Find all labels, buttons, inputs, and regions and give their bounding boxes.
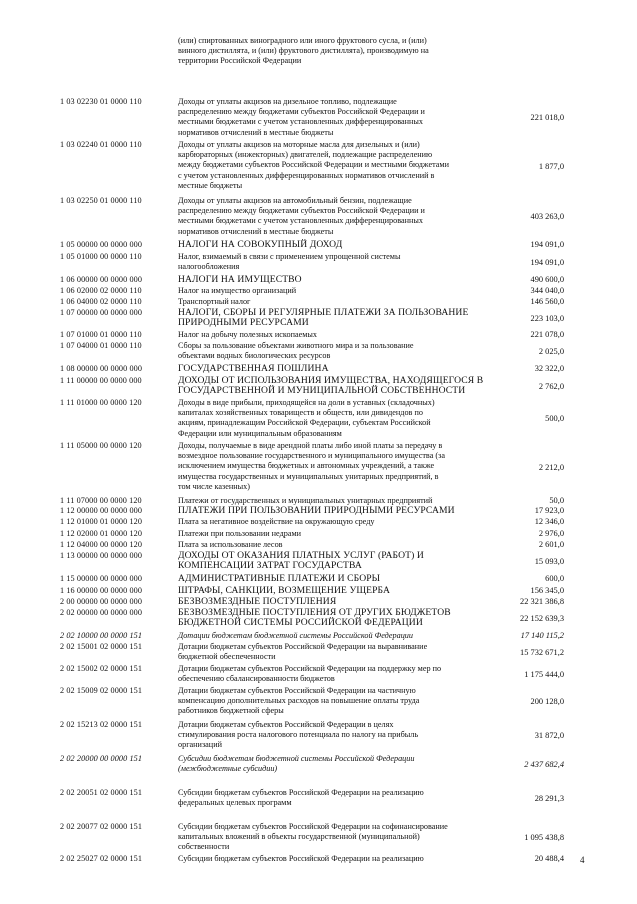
income-name-line: Дотации бюджетам субъектов Российской Федерации на поддержку мер по: [178, 664, 442, 673]
amount-value: 146 560,0: [530, 297, 564, 307]
income-name-line: возмездное пользование государственного и муниципального имущества (за: [178, 451, 445, 461]
income-name-line: акциям, принадлежащим Российской Федерации, субъектам Российской: [178, 418, 431, 428]
budget-code: 1 11 00000 00 0000 000: [60, 376, 142, 385]
income-name: [178, 375, 484, 397]
income-name: [178, 540, 478, 550]
income-name-line: Платежи от государственных и муниципальных унитарных предприятий: [178, 496, 433, 505]
budget-code: 2 02 15213 02 0000 151: [60, 720, 143, 729]
amount-value: 2 437 682,4: [524, 760, 564, 770]
amount-value: 20 488,4: [534, 854, 564, 864]
income-name: [178, 36, 478, 67]
income-name: [178, 398, 478, 439]
budget-code: 1 16 00000 00 0000 000: [60, 586, 143, 595]
income-name-line: винного дистиллята, и (или) фруктового дистиллята), производимую на: [178, 46, 429, 56]
amount-value: 22 152 639,3: [520, 614, 564, 624]
income-name: [178, 754, 478, 774]
amount-value: 221 078,0: [530, 330, 564, 340]
amount-value: 17 140 115,2: [520, 631, 564, 641]
income-name: [178, 529, 478, 539]
budget-code: 2 02 00000 00 0000 000: [60, 608, 143, 617]
amount-value: 403 263,0: [530, 212, 564, 222]
amount-value: 50,0: [549, 496, 564, 506]
income-name: [178, 252, 478, 272]
income-name: [178, 608, 478, 629]
income-name-line: БЕЗВОЗМЕЗДНЫЕ ПОСТУПЛЕНИЯ ОТ ДРУГИХ БЮДЖЕТОВ: [178, 607, 451, 618]
budget-code: 2 02 15002 02 0000 151: [60, 664, 143, 673]
income-name-line: нормативов отчислений в местные бюджеты: [178, 226, 334, 236]
amount-value: 344 040,0: [530, 286, 564, 296]
income-name: [178, 308, 478, 329]
budget-code: 1 12 02000 01 0000 120: [60, 529, 143, 538]
income-name-line: ПРИРОДНЫМИ РЕСУРСАМИ: [178, 317, 309, 329]
income-name-line: организаций: [178, 740, 222, 750]
income-name-line: Доходы, получаемые в виде арендной платы либо иной платы за передачу в: [178, 441, 443, 450]
amount-value: 28 291,3: [534, 794, 564, 804]
amount-value: 1 877,0: [538, 161, 564, 171]
amount-value: 1 095 438,8: [524, 833, 564, 843]
income-name-line: распределению между бюджетами субъектов Российской Федерации и: [178, 107, 425, 117]
income-name-line: том числе казенных): [178, 481, 250, 491]
income-name-line: ДОХОДЫ ОТ ОКАЗАНИЯ ПЛАТНЫХ УСЛУГ (РАБОТ) И: [178, 550, 424, 561]
budget-code: 1 11 07000 00 0000 120: [60, 496, 142, 505]
income-name-line: нормативов отчислений в местные бюджеты: [178, 127, 334, 137]
budget-code: 2 02 10000 00 0000 151: [60, 631, 143, 640]
income-name-line: Налог на имущество организаций: [178, 286, 297, 295]
income-name-line: ГОСУДАРСТВЕННОЙ И МУНИЦИПАЛЬНОЙ СОБСТВЕННОСТИ: [178, 385, 466, 397]
income-name-line: Федерации или муниципальным образованиям: [178, 428, 342, 438]
income-name-line: БЮДЖЕТНОЙ СИСТЕМЫ РОССИЙСКОЙ ФЕДЕРАЦИИ: [178, 617, 423, 629]
income-name: [178, 631, 478, 641]
income-name-line: Дотации бюджетам субъектов Российской Федерации на частичную: [178, 686, 416, 695]
income-name: [178, 97, 478, 138]
income-name-line: территории Российской Федерации: [178, 56, 302, 66]
amount-value: 15 732 671,2: [520, 648, 564, 658]
budget-code: 1 07 01000 01 0000 110: [60, 330, 142, 339]
income-name-line: (или) спиртованных виноградного или иного фруктового сусла, и (или): [178, 36, 427, 45]
income-name: [178, 574, 478, 584]
income-name-line: НАЛОГИ НА СОВОКУПНЫЙ ДОХОД: [178, 239, 343, 250]
budget-code: 1 11 01000 00 0000 120: [60, 398, 142, 407]
budget-code: 1 06 04000 02 0000 110: [60, 297, 142, 306]
income-name: [178, 517, 478, 527]
income-name-line: исключением имущества бюджетных и автономных учреждений, а также: [178, 461, 435, 471]
budget-code: 2 02 20051 02 0000 151: [60, 788, 143, 797]
income-name-line: Доходы от уплаты акцизов на моторные масла для дизельных и (или): [178, 140, 420, 149]
amount-value: 194 091,0: [530, 258, 564, 268]
income-name-line: Сборы за пользование объектами животного мира и за пользование: [178, 341, 414, 350]
income-name-line: ШТРАФЫ, САНКЦИИ, ВОЗМЕЩЕНИЕ УЩЕРБА: [178, 585, 391, 596]
income-name-line: федеральных целевых программ: [178, 798, 292, 808]
budget-code: 1 12 04000 00 0000 120: [60, 540, 143, 549]
income-name-line: капитальных вложений в объекты государственной (муниципальной): [178, 832, 420, 842]
income-name-line: Доходы от уплаты акцизов на дизельное топливо, подлежащие: [178, 97, 397, 106]
income-name-line: БЕЗВОЗМЕЗДНЫЕ ПОСТУПЛЕНИЯ: [178, 596, 337, 607]
income-name-line: местными бюджетами с учетом установленных дифференцированных: [178, 117, 423, 127]
income-name-line: ГОСУДАРСТВЕННАЯ ПОШЛИНА: [178, 363, 329, 374]
amount-value: 2 212,0: [538, 462, 564, 472]
budget-code: 2 00 00000 00 0000 000: [60, 597, 143, 606]
budget-code: 1 03 02240 01 0000 110: [60, 140, 142, 149]
income-name-line: распределению между бюджетами субъектов Российской Федерации и: [178, 206, 425, 216]
budget-code: 1 06 00000 00 0000 000: [60, 275, 143, 284]
amount-value: 223 103,0: [530, 314, 564, 324]
income-name-line: ДОХОДЫ ОТ ИСПОЛЬЗОВАНИЯ ИМУЩЕСТВА, НАХОДЯЩЕГОСЯ В: [178, 375, 484, 386]
income-name-line: Субсидии бюджетам субъектов Российской Федерации на реализацию: [178, 854, 424, 863]
income-name: [178, 240, 478, 250]
amount-value: 490 600,0: [530, 275, 564, 285]
income-name: [178, 664, 478, 684]
income-name-line: Транспортный налог: [178, 297, 251, 306]
amount-value: 221 018,0: [530, 113, 564, 123]
income-name-line: обеспечению сбалансированности бюджетов: [178, 674, 335, 684]
income-name-line: местными бюджетами с учетом установленных дифференцированных: [178, 216, 423, 226]
amount-value: 2 762,0: [538, 382, 564, 392]
income-name: [178, 364, 478, 374]
amount-value: 17 923,0: [534, 506, 564, 516]
amount-value: 200 128,0: [530, 697, 564, 707]
amount-value: 22 321 386,8: [520, 597, 564, 607]
income-name-line: Платежи при пользовании недрами: [178, 529, 302, 538]
budget-code: 1 13 00000 00 0000 000: [60, 551, 143, 560]
income-name: [178, 297, 478, 307]
amount-value: 2 025,0: [538, 347, 564, 357]
budget-code: 1 07 00000 00 0000 000: [60, 308, 143, 317]
budget-code: 1 06 02000 02 0000 110: [60, 286, 142, 295]
income-name: [178, 597, 478, 607]
income-name: [178, 642, 478, 662]
budget-code: 2 02 20000 00 0000 151: [60, 754, 143, 763]
amount-value: 1 175 444,0: [524, 670, 564, 680]
income-name-line: налогообложения: [178, 262, 240, 272]
amount-value: 2 976,0: [538, 529, 564, 539]
budget-code: 1 12 01000 01 0000 120: [60, 517, 143, 526]
income-name-line: Субсидии бюджетам субъектов Российской Федерации на реализацию: [178, 788, 424, 797]
income-name: [178, 586, 478, 596]
amount-value: 31 872,0: [534, 731, 564, 741]
income-name: [178, 686, 478, 717]
income-name-line: работников бюджетной сферы: [178, 706, 284, 716]
income-name-line: НАЛОГИ НА ИМУЩЕСТВО: [178, 274, 302, 285]
income-name-line: капиталах хозяйственных товариществ и обществ, или дивидендов по: [178, 408, 423, 418]
budget-code: 1 05 01000 00 0000 110: [60, 252, 142, 261]
income-name-line: Субсидии бюджетам бюджетной системы Российской Федерации: [178, 754, 415, 763]
income-name-line: Субсидии бюджетам субъектов Российской Федерации на софинансирование: [178, 822, 448, 831]
income-name-line: Налог, взимаемый в связи с применением упрощенной системы: [178, 252, 401, 261]
income-name-line: собственности: [178, 842, 230, 852]
budget-code: 1 12 00000 00 0000 000: [60, 506, 143, 515]
budget-code: 2 02 20077 02 0000 151: [60, 822, 143, 831]
budget-code: 1 11 05000 00 0000 120: [60, 441, 142, 450]
income-name: [178, 140, 478, 191]
budget-code: 2 02 25027 02 0000 151: [60, 854, 143, 863]
page-number: 4: [580, 855, 585, 865]
income-name-line: Налог на добычу полезных ископаемых: [178, 330, 317, 339]
income-name: [178, 441, 478, 492]
budget-code: 1 03 02250 01 0000 110: [60, 196, 142, 205]
income-name-line: НАЛОГИ, СБОРЫ И РЕГУЛЯРНЫЕ ПЛАТЕЖИ ЗА ПОЛЬЗОВАНИЕ: [178, 307, 469, 318]
income-name-line: с учетом установленных дифференцированных нормативов отчислений в: [178, 170, 435, 180]
amount-value: 32 322,0: [534, 364, 564, 374]
income-name-line: бюджетной обеспеченности: [178, 652, 276, 662]
budget-code: 1 15 00000 00 0000 000: [60, 574, 143, 583]
budget-code: 1 07 04000 01 0000 110: [60, 341, 142, 350]
budget-code: 2 02 15001 02 0000 151: [60, 642, 143, 651]
income-name: [178, 275, 478, 285]
income-name-line: компенсацию дополнительных расходов на повышение оплаты труда: [178, 696, 420, 706]
amount-value: 12 346,0: [534, 517, 564, 527]
income-name-line: (межбюджетные субсидии): [178, 764, 278, 774]
amount-value: 2 601,0: [538, 540, 564, 550]
income-name-line: карбюраторных (инжекторных) двигателей, подлежащие распределению: [178, 150, 433, 160]
income-name: [178, 341, 478, 361]
income-name: [178, 506, 478, 516]
amount-value: 156 345,0: [530, 586, 564, 596]
budget-code: 1 08 00000 00 0000 000: [60, 364, 143, 373]
budget-code: 1 05 00000 00 0000 000: [60, 240, 143, 249]
income-name-line: Доходы в виде прибыли, приходящейся на доли в уставных (складочных): [178, 398, 435, 407]
income-name: [178, 822, 478, 853]
income-name-line: местные бюджеты: [178, 180, 243, 190]
income-name: [178, 196, 478, 237]
income-name-line: Доходы от уплаты акцизов на автомобильный бензин, подлежащие: [178, 196, 412, 205]
amount-value: 500,0: [545, 414, 564, 424]
income-name: [178, 854, 478, 864]
income-name-line: Дотации бюджетам субъектов Российской Федерации на выравнивание: [178, 642, 428, 651]
income-name-line: имущества государственных и муниципальных унитарных предприятий, в: [178, 471, 439, 481]
income-name-line: стимулирования роста налогового потенциала по налогу на прибыль: [178, 730, 419, 740]
income-name-line: между бюджетами субъектов Российской Федерации и местными бюджетами: [178, 160, 449, 170]
income-name-line: КОМПЕНСАЦИИ ЗАТРАТ ГОСУДАРСТВА: [178, 560, 362, 572]
income-name-line: объектами водных биологических ресурсов: [178, 351, 331, 361]
income-name: [178, 788, 478, 808]
income-name-line: Дотации бюджетам субъектов Российской Федерации в целях: [178, 720, 394, 729]
income-name-line: Плата за использование лесов: [178, 540, 283, 549]
amount-value: 15 093,0: [534, 557, 564, 567]
income-name-line: ПЛАТЕЖИ ПРИ ПОЛЬЗОВАНИИ ПРИРОДНЫМИ РЕСУРСАМИ: [178, 505, 455, 516]
income-name: [178, 551, 478, 572]
budget-code: 2 02 15009 02 0000 151: [60, 686, 143, 695]
income-name: [178, 720, 478, 751]
amount-value: 194 091,0: [530, 240, 564, 250]
income-name: [178, 286, 478, 296]
amount-value: 600,0: [545, 574, 564, 584]
income-name-line: АДМИНИСТРАТИВНЫЕ ПЛАТЕЖИ И СБОРЫ: [178, 573, 381, 584]
budget-code: 1 03 02230 01 0000 110: [60, 97, 142, 106]
income-name: [178, 330, 478, 340]
income-name-line: Дотации бюджетам бюджетной системы Российской Федерации: [178, 631, 413, 640]
income-name-line: Плата за негативное воздействие на окружающую среду: [178, 517, 375, 526]
